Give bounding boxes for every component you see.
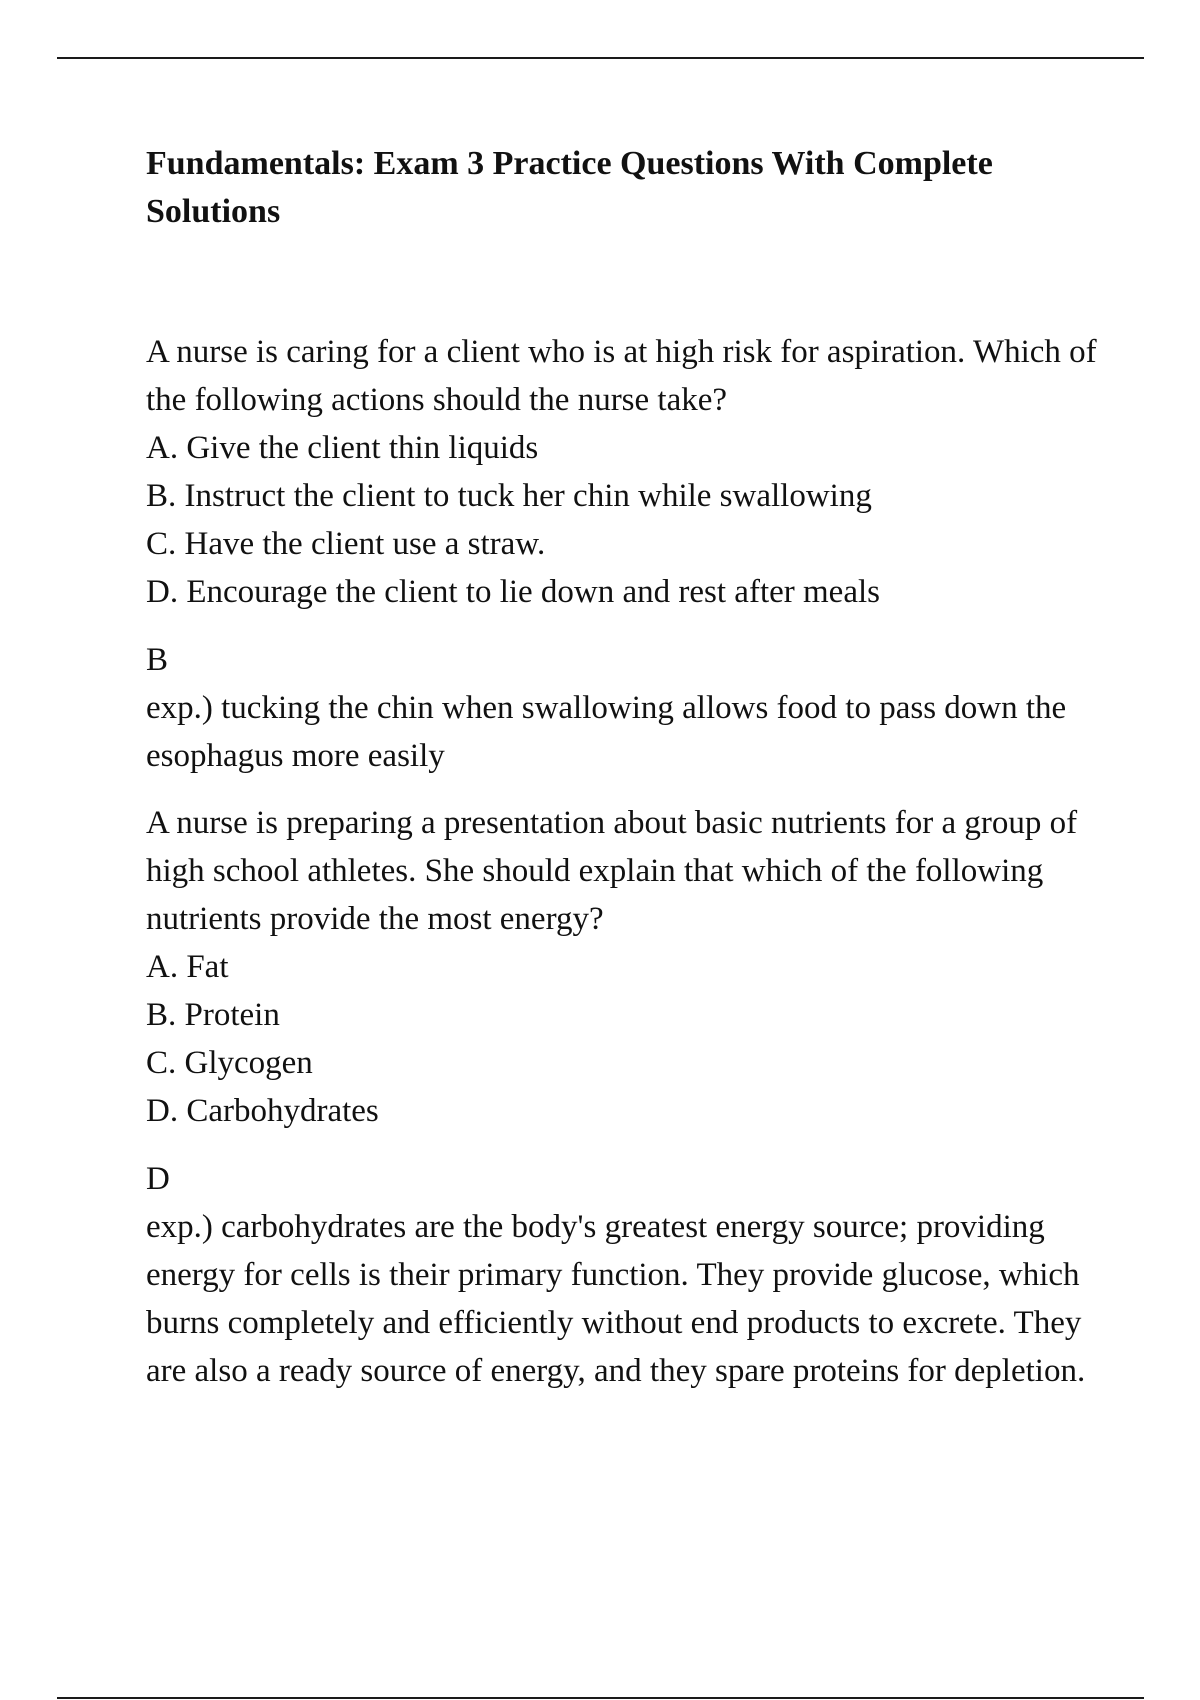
- option-d: D. Encourage the client to lie down and rest after meals: [146, 574, 880, 610]
- option-d: D. Carbohydrates: [146, 1093, 379, 1129]
- answer-explanation: exp.) carbohydrates are the body's greatest energy source; providing energy for cells is their primary function. They provide glucose, which burns completely and efficiently without end products to excrete. They are also a ready source of energy, and they spare proteins for depletion.: [146, 1209, 1086, 1389]
- answer-explanation: exp.) tucking the chin when swallowing allows food to pass down the esophagus more easily: [146, 690, 1067, 774]
- answer-letter: B: [146, 642, 169, 678]
- answer-letter: D: [146, 1161, 170, 1197]
- option-c: C. Glycogen: [146, 1045, 313, 1081]
- option-a: A. Give the client thin liquids: [146, 430, 539, 466]
- bottom-divider: [57, 1697, 1144, 1699]
- top-divider: [57, 57, 1144, 59]
- question-1: [146, 328, 1106, 780]
- document-body: [146, 140, 1106, 1395]
- option-c: C. Have the client use a straw.: [146, 526, 546, 562]
- option-b: B. Protein: [146, 997, 280, 1033]
- question-stem: A nurse is preparing a presentation about basic nutrients for a group of high school athletes. She should explain that which of the following nutrients provide the most energy?: [146, 805, 1078, 937]
- option-a: A. Fat: [146, 949, 229, 985]
- question-2: [146, 799, 1106, 1395]
- question-stem: A nurse is caring for a client who is at high risk for aspiration. Which of the following actions should the nurse take?: [146, 334, 1097, 418]
- option-b: B. Instruct the client to tuck her chin while swallowing: [146, 478, 872, 514]
- document-title: Fundamentals: Exam 3 Practice Questions With Complete Solutions: [146, 145, 993, 230]
